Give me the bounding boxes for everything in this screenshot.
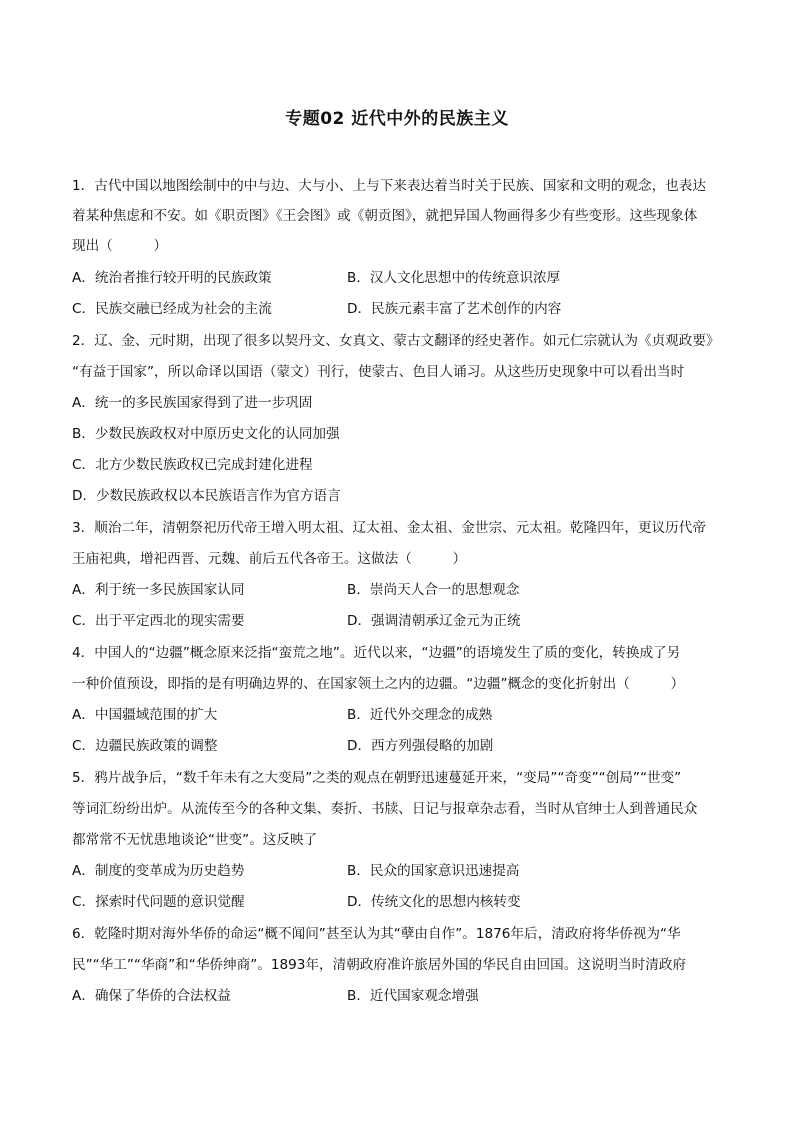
question-5-option-a: A．制度的变革成为历史趋势 [72,863,245,879]
question-3-stem-line-2: 王庙祀典，增祀西晋、元魏、前后五代各帝王。这做法（ ） [72,551,467,567]
question-3-option-d: D．强调清朝承辽金元为正统 [347,613,521,629]
question-2-option-d: D．少数民族政权以本民族语言作为官方语言 [72,488,341,504]
question-1-stem-line-2: 着某种焦虑和不安。如《职贡图》《王会图》或《朝贡图》，就把异国人物画得多少有些变形。这些现象体 [72,208,698,224]
question-5-option-c: C．探索时代问题的意识觉醒 [72,894,245,910]
question-5-option-d: D．传统文化的思想内核转变 [347,894,521,910]
question-5-stem-line-1: 5．鸦片战争后，“数千年未有之大变局”之类的观点在朝野迅速蔓延开来，“变局”“奇变”“创局”“世变” [72,770,682,786]
question-4-option-a: A．中国疆域范围的扩大 [72,707,218,723]
question-4-stem-line-1: 4．中国人的“边疆”概念原来泛指“蛮荒之地”。近代以来，“边疆”的语境发生了质的变化，转换成了另 [72,645,681,661]
question-2-option-a: A．统一的多民族国家得到了进一步巩固 [72,395,313,411]
question-2-stem-line-2: “有益于国家”，所以命译以国语（蒙文）刊行，使蒙古、色目人诵习。从这些历史现象中可以看出当时 [72,364,685,380]
question-5-option-b: B．民众的国家意识迅速提高 [347,863,520,879]
question-1-option-c: C．民族交融已经成为社会的主流 [72,301,272,317]
question-1-option-d: D．民族元素丰富了艺术创作的内容 [347,301,562,317]
question-1-option-a: A．统治者推行较开明的民族政策 [72,270,272,286]
question-4-option-b: B．近代外交理念的成熟 [347,707,493,723]
question-4-option-c: C．边疆民族政策的调整 [72,738,218,754]
question-1-option-b: B．汉人文化思想中的传统意识浓厚 [347,270,561,286]
question-3-option-c: C．出于平定西北的现实需要 [72,613,245,629]
question-5-stem-line-2: 等词汇纷纷出炉。从流传至今的各种文集、奏折、书牍、日记与报章杂志看，当时从官绅士人到普通民众 [72,801,698,817]
question-3-option-b: B．崇尚天人合一的思想观念 [347,582,520,598]
question-2-option-c: C．北方少数民族政权已完成封建化进程 [72,457,313,473]
question-6-option-a: A．确保了华侨的合法权益 [72,988,231,1004]
question-5-stem-line-3: 都常常不无忧患地谈论“世变”。这反映了 [72,832,318,848]
question-1-stem-line-3: 现出（ ） [72,238,168,254]
question-4-option-d: D．西方列强侵略的加剧 [347,738,494,754]
question-3-stem-line-1: 3．顺治二年，清朝祭祀历代帝王增入明太祖、辽太祖、金太祖、金世宗、元太祖。乾隆四年，更议历代帝 [72,520,706,536]
page-title: 专题02 近代中外的民族主义 [285,109,509,129]
question-6-stem-line-1: 6．乾隆时期对海外华侨的命运“概不闻问”甚至认为其“孽由自作”。1876年后，清政府将华侨视为“华 [72,926,681,942]
question-2-stem-line-1: 2．辽、金、元时期，出现了很多以契丹文、女真文、蒙古文翻译的经史著作。如元仁宗就认为《贞观政要》 [72,333,720,349]
question-1-stem-line-1: 1．古代中国以地图绘制中的中与边、大与小、上与下来表达着当时关于民族、国家和文明的观念，也表达 [72,178,706,194]
question-3-option-a: A．利于统一多民族国家认同 [72,582,245,598]
question-6-option-b: B．近代国家观念增强 [347,988,479,1004]
question-4-stem-line-2: 一种价值预设，即指的是有明确边界的、在国家领土之内的边疆。“边疆”概念的变化折射出（ ） [72,676,685,692]
question-2-option-b: B．少数民族政权对中原历史文化的认同加强 [72,426,340,442]
question-6-stem-line-2: 民”“华工”“华商”和“华侨绅商”。1893年，清朝政府准许旅居外国的华民自由回国。这说明当时清政府 [72,957,687,973]
